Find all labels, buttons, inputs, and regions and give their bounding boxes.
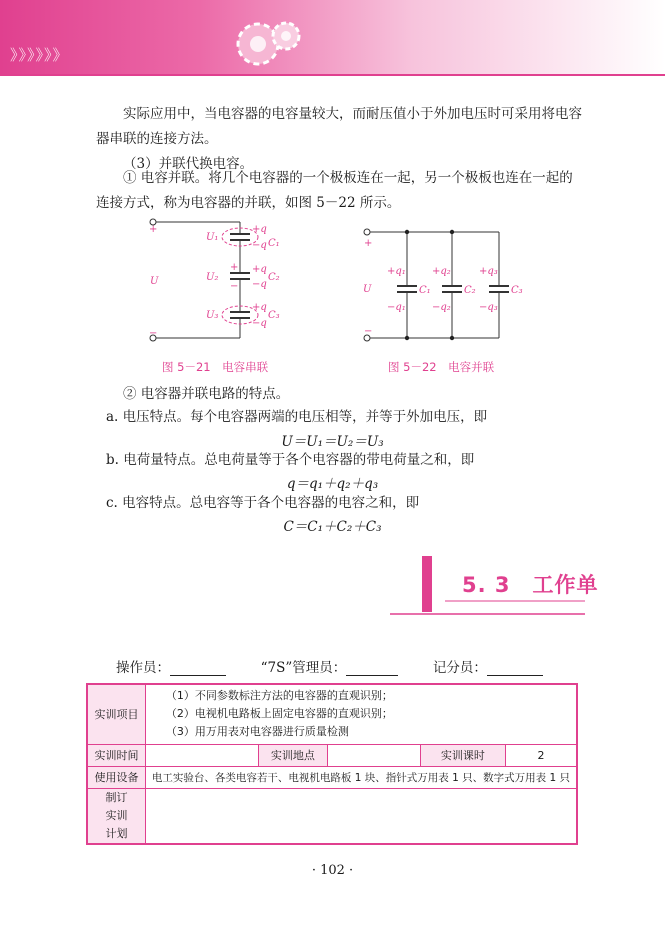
project-label: 实训项目 [87,684,145,744]
time-value[interactable] [145,744,258,766]
parallel-q1-plus: +q₁ [387,266,406,277]
series-minus-terminal: − [149,328,158,339]
parallel-q3-minus: −q₃ [479,302,498,313]
formula-charge: q＝q₁＋q₂＋q₃ [286,476,379,492]
series-c2-plus-q: +q [252,264,267,275]
time-label: 实训时间 [87,744,145,766]
plan-label: 制订实训计划 [87,788,145,844]
manager-field[interactable] [346,660,398,676]
table-row [87,766,577,788]
parallel-plus-terminal: + [364,238,373,249]
series-c1-minus-q: −q [252,240,267,251]
plan-value[interactable] [145,788,577,844]
series-c2-minus-q: −q [252,279,267,290]
series-c3-plus-q: +q [252,302,267,313]
figure-parallel-circuit [355,222,525,347]
parallel-q2-minus: −q₂ [432,302,451,313]
project-item: （2）电视机电路板上固定电容器的直观识别； [165,707,393,721]
hours-label: 实训课时 [420,744,505,766]
paragraph-parallel-features: ② 电容器并联电路的特点。 [123,386,290,402]
worksheet-signatures [116,656,586,676]
operator-field[interactable] [170,660,226,676]
manager-label: “7S”管理员： [260,660,347,676]
equipment-label: 使用设备 [87,766,145,788]
place-value[interactable] [327,744,420,766]
parallel-q2-plus: +q₂ [432,266,451,277]
equipment-value: 电工实验台、各类电容若干、电视机电路板 1 块、指针式万用表 1 只、数字式万用表 1 只 [145,766,577,788]
parallel-minus-terminal: − [364,326,373,337]
gear-icon [228,14,308,74]
figure-5-21-caption: 图 5－21 电容串联 [162,360,269,374]
series-c1-plus-q: +q [252,224,267,235]
figure-5-22-caption: 图 5－22 电容并联 [388,360,495,374]
paragraph-charge-feature: b. 电荷量特点。总电荷量等于各个电容器的带电荷量之和，即 [106,452,475,468]
hours-value: 2 [505,744,577,766]
series-U3: U₃ [206,310,219,321]
series-plus-terminal: + [149,224,158,235]
recorder-field[interactable] [487,660,543,676]
series-C1: C₁ [268,238,280,249]
parallel-q3-plus: +q₃ [479,266,498,277]
formula-capacitance: C＝C₁＋C₂＋C₃ [283,519,382,535]
operator-label: 操作员： [116,660,170,676]
project-items [145,684,577,744]
parallel-C1: C₁ [419,285,431,296]
paragraph-parallel-heading: （3）并联代换电容。 [123,156,254,172]
paragraph-voltage-feature: a. 电压特点。每个电容器两端的电压相等，并等于外加电压，即 [106,409,488,425]
series-C3: C₃ [268,310,280,321]
section-title: 5. 3 工作单 [462,573,599,597]
paragraph-capacitance-feature: c. 电容特点。总电容等于各个电容器的电容之和，即 [106,495,420,511]
paragraph-series-usage: 实际应用中，当电容器的电容量较大，而耐压值小于外加电压时可采用将电容器串联的连接方法。 [96,106,582,147]
place-label: 实训地点 [258,744,327,766]
project-item: （3）用万用表对电容器进行质量检测 [165,725,349,739]
figure-series-circuit [140,214,300,348]
header-divider [0,74,665,76]
parallel-C3: C₃ [511,285,523,296]
project-item: （1）不同参数标注方法的电容器的直观识别； [165,689,393,703]
worksheet-table [86,683,578,845]
page-number: · 102 · [311,863,354,878]
parallel-q1-minus: −q₁ [387,302,406,313]
formula-voltage: U＝U₁＝U₂＝U₃ [281,434,384,450]
header-banner [0,0,665,74]
table-row [87,684,577,744]
series-C2: C₂ [268,272,280,283]
recorder-label: 记分员： [432,660,487,676]
series-c2-plus-sign: + [230,262,239,273]
series-c2-minus-sign: − [230,281,239,292]
table-row [87,788,577,844]
parallel-total-voltage: U [363,284,372,295]
header-chevrons: 》》》》》》 [10,46,69,64]
series-U2: U₂ [206,272,219,283]
series-U1: U₁ [206,232,219,243]
parallel-C2: C₂ [464,285,476,296]
table-row [87,744,577,766]
paragraph-parallel-definition: ① 电容并联。将几个电容器的一个极板连在一起，另一个极板也连在一起的连接方式，称为电容器的并联，如图 5－22 所示。 [96,170,573,211]
series-c3-minus-q: −q [252,318,267,329]
series-total-voltage: U [150,276,159,287]
